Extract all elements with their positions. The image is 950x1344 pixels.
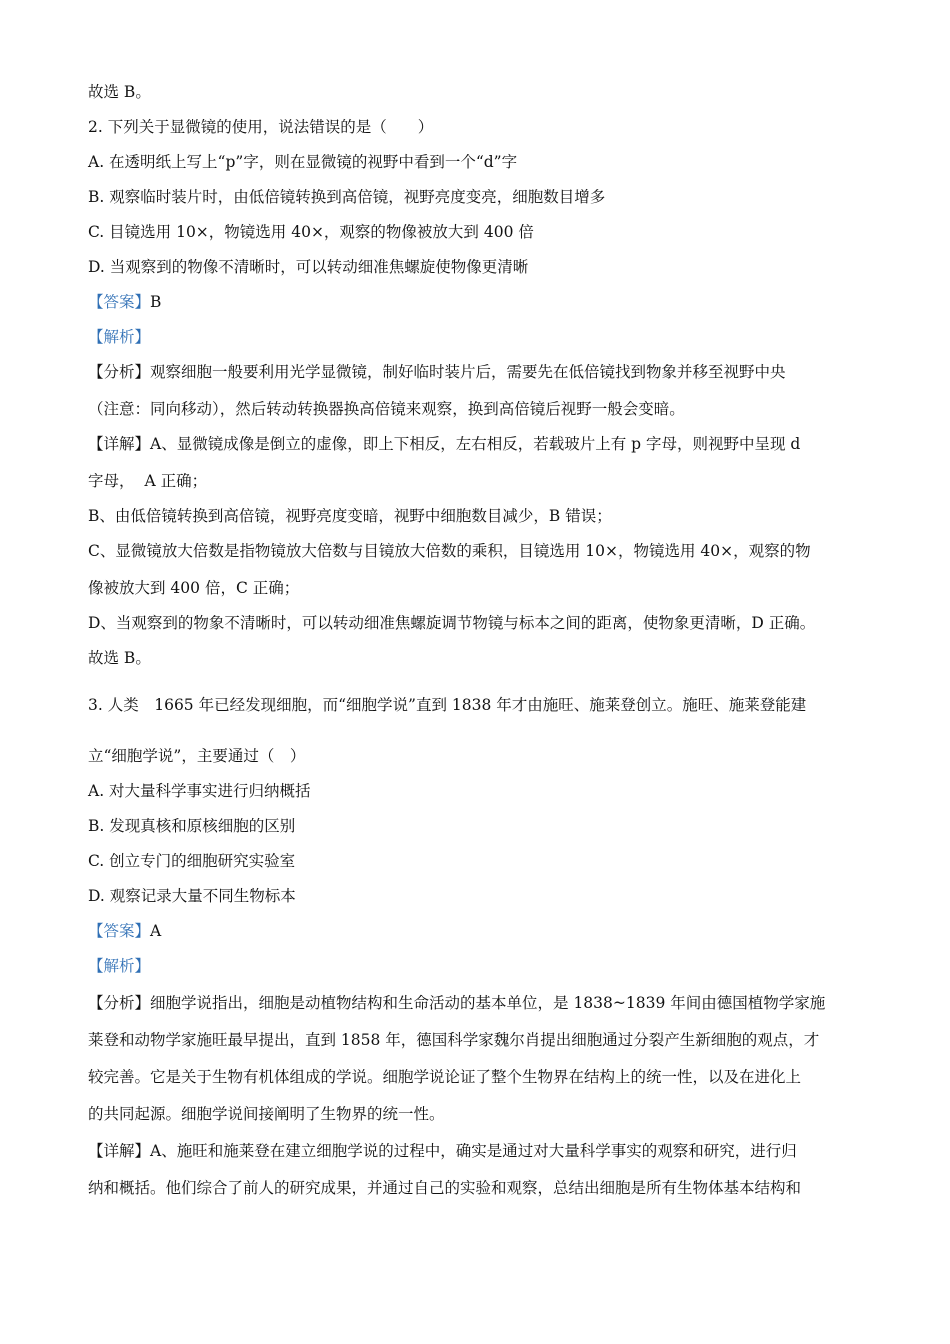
q3-fenxi-line-4: 的共同起源。细胞学说间接阐明了生物界的统一性。	[88, 1105, 445, 1123]
q3-option-a: A. 对大量科学事实进行归纳概括	[88, 782, 311, 800]
q2-answer-tag: 【答案】	[88, 293, 151, 311]
q2-xiangjie-text-2b: A 正确；	[144, 472, 208, 490]
q1-conclusion: 故选 B。	[88, 83, 151, 101]
q3-answer-tag: 【答案】	[88, 922, 151, 940]
q3-option-d: D. 观察记录大量不同生物标本	[88, 887, 296, 905]
q2-xiangjie-line-6: D、当观察到的物象不清晰时，可以转动细准焦螺旋调节物镜与标本之间的距离，使物象更清晰，D 正确。	[88, 614, 816, 632]
q3-analysis-tag: 【解析】	[88, 957, 151, 975]
q2-xiangjie-line-1	[88, 433, 800, 455]
q2-xiangjie-line-3: B、由低倍镜转换到高倍镜，视野亮度变暗，视野中细胞数目减少，B 错误；	[88, 507, 612, 525]
q3-stem-line-2: 立“细胞学说”，主要通过（ ）	[88, 747, 306, 765]
q2-xiangjie-line-4: C、显微镜放大倍数是指物镜放大倍数与目镜放大倍数的乘积，目镜选用 10×，物镜选用 40×，观察的物	[88, 542, 811, 560]
q2-option-b: B. 观察临时装片时，由低倍镜转换到高倍镜，视野亮度变亮，细胞数目增多	[88, 188, 606, 206]
q2-xiangjie-tag: 【详解】	[88, 435, 151, 453]
q3-option-c: C. 创立专门的细胞研究实验室	[88, 852, 296, 870]
q3-answer: A	[150, 922, 162, 940]
q2-xiangjie-line-5: 像被放大到 400 倍，C 正确；	[88, 579, 300, 597]
q3-stem-line-1: 3. 人类 1665 年已经发现细胞，而“细胞学说”直到 1838 年才由施旺、施莱登创立。施旺、施莱登能建	[88, 696, 807, 714]
q2-answer-line	[88, 291, 161, 313]
q3-xiangjie-tag: 【详解】	[88, 1142, 151, 1160]
q3-xiangjie-line-1	[88, 1140, 797, 1162]
q3-fenxi-line-1	[88, 992, 825, 1014]
q2-fenxi-text-1: 观察细胞一般要利用光学显微镜，制好临时装片后，需要先在低倍镜找到物象并移至视野中央	[150, 363, 786, 381]
q3-xiangjie-text-1: A、施旺和施莱登在建立细胞学说的过程中，确实是通过对大量科学事实的观察和研究，进行归	[150, 1142, 797, 1160]
q2-xiangjie-text-1: A、显微镜成像是倒立的虚像，即上下相反，左右相反，若载玻片上有 p 字母，则视野中呈现 d	[150, 435, 801, 453]
q2-fenxi-line-2: （注意：同向移动），然后转动转换器换高倍镜来观察，换到高倍镜后视野一般会变暗。	[88, 400, 685, 418]
q2-analysis-tag: 【解析】	[88, 328, 151, 346]
q3-fenxi-tag: 【分析】	[88, 994, 151, 1012]
q2-xiangjie-text-2a: 字母，	[88, 472, 135, 490]
q2-option-c: C. 目镜选用 10×，物镜选用 40×，观察的物像被放大到 400 倍	[88, 223, 534, 241]
q2-option-d: D. 当观察到的物像不清晰时，可以转动细准焦螺旋使物像更清晰	[88, 258, 529, 276]
q3-xiangjie-line-2: 纳和概括。他们综合了前人的研究成果，并通过自己的实验和观察，总结出细胞是所有生物体基本结构和	[88, 1179, 802, 1197]
q3-option-b: B. 发现真核和原核细胞的区别	[88, 817, 296, 835]
q3-fenxi-line-3: 较完善。它是关于生物有机体组成的学说。细胞学说论证了整个生物界在结构上的统一性，以及在进化上	[88, 1068, 802, 1086]
q2-option-a: A. 在透明纸上写上“p”字，则在显微镜的视野中看到一个“d”字	[88, 153, 518, 171]
q2-conclusion: 故选 B。	[88, 649, 151, 667]
q2-xiangjie-line-2	[88, 470, 207, 492]
q3-answer-line	[88, 920, 161, 942]
q2-fenxi-line-1	[88, 361, 786, 383]
q2-answer: B	[150, 293, 162, 311]
q3-fenxi-text-1: 细胞学说指出，细胞是动植物结构和生命活动的基本单位，是 1838~1839 年间由德国植物学家施	[150, 994, 826, 1012]
q3-fenxi-line-2: 莱登和动物学家施旺最早提出，直到 1858 年，德国科学家魏尔肖提出细胞通过分裂产生新细胞的观点，才	[88, 1031, 820, 1049]
q2-stem: 2. 下列关于显微镜的使用，说法错误的是（ ）	[88, 118, 434, 136]
q2-fenxi-tag: 【分析】	[88, 363, 151, 381]
